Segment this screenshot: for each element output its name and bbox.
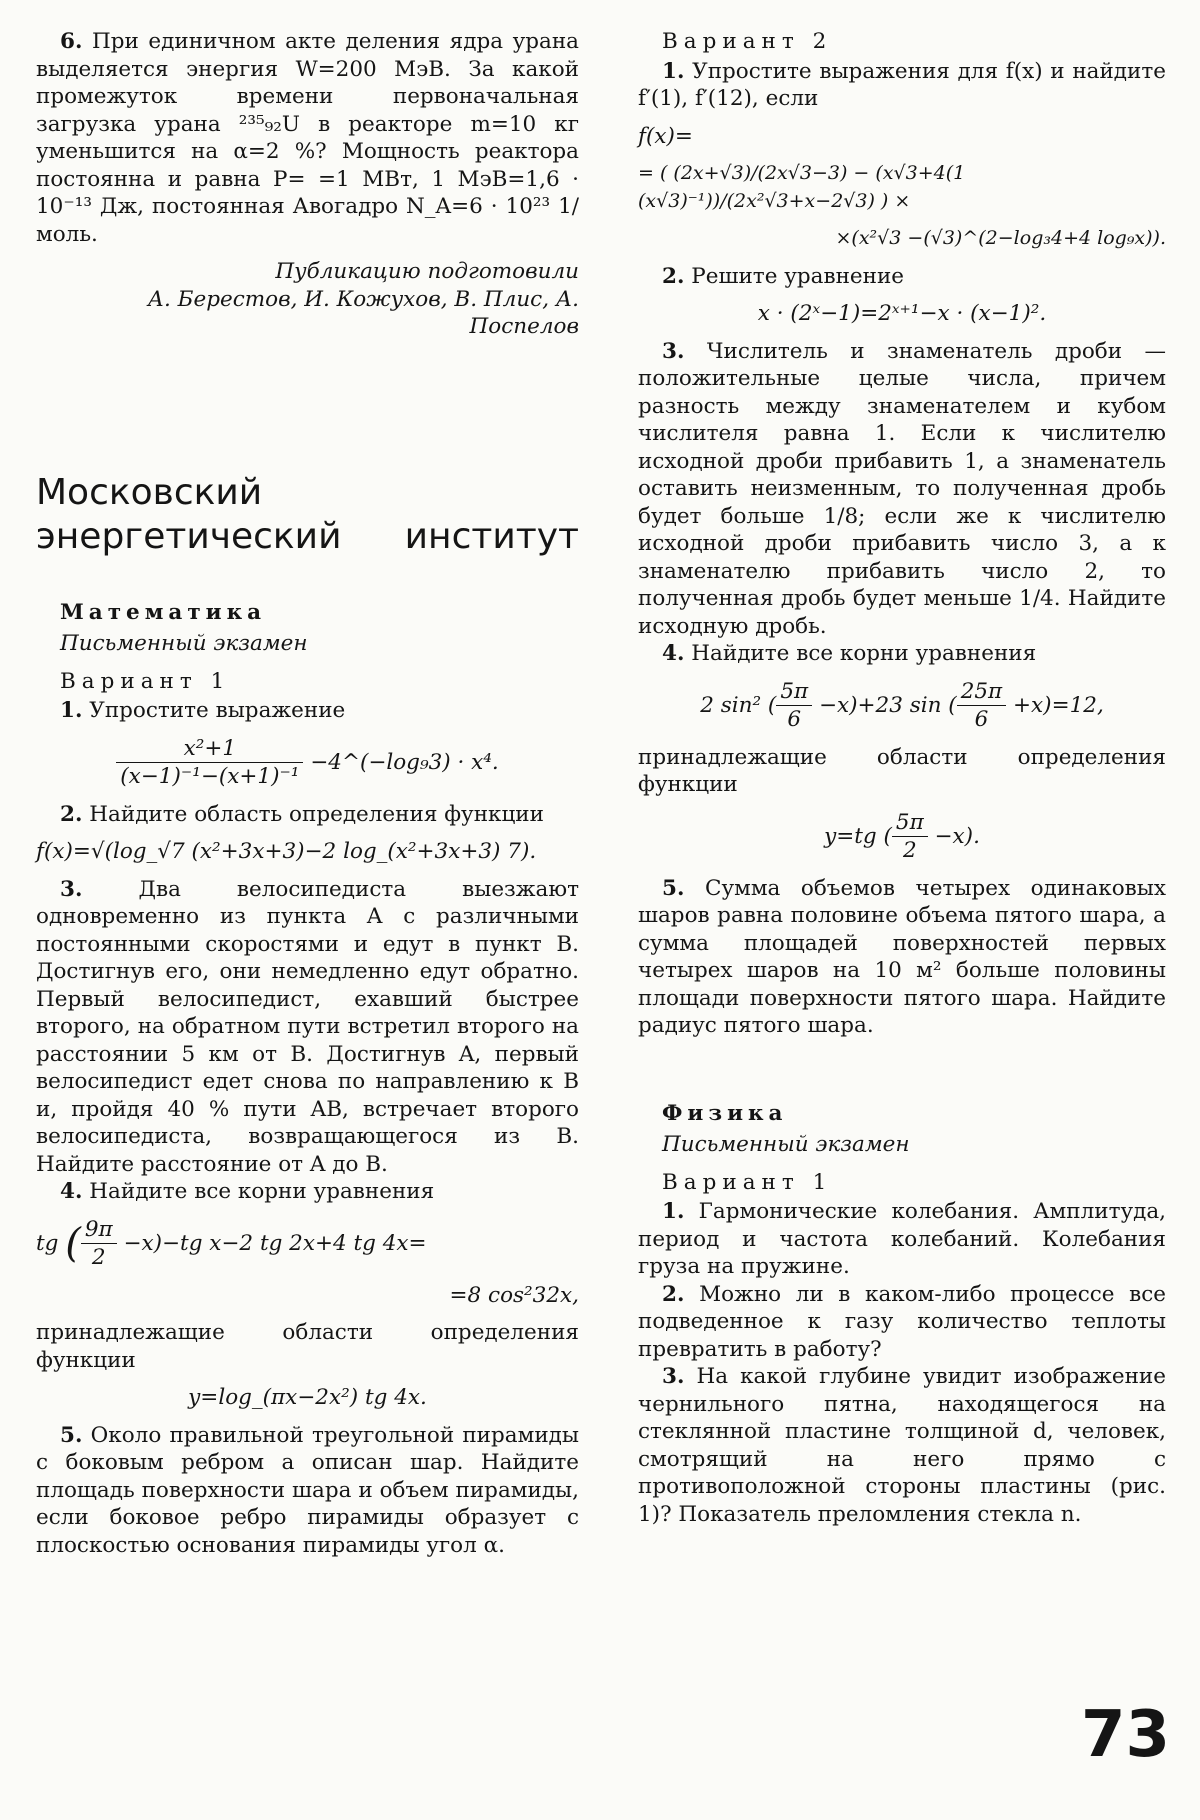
math-problem-2-text: Найдите область определения функции xyxy=(89,801,544,827)
formula-v2-4-y-prefix: y=tg ( xyxy=(824,823,892,849)
formula-v2-4-y-suffix: −x). xyxy=(927,823,980,849)
v2-problem-5-text: Сумма объемов четырех одинаковых шаров равна половине объема пятого шара, а сумма площадей поверхностей первых четырех шаров на 10 м² больше половины площади поверхности пятого шара. Найдите радиус пятого шара. xyxy=(638,875,1166,1038)
math-problem-4-text: Найдите все корни уравнения xyxy=(89,1179,435,1204)
v2-problem-1-number: 1. xyxy=(662,58,685,84)
math-problem-4-continuation: принадлежащие области определения функции xyxy=(36,1320,579,1373)
math-problem-2 xyxy=(36,801,579,829)
physics-problem-1-number: 1. xyxy=(662,1199,685,1224)
v2-problem-4-continuation: принадлежащие области определения функции xyxy=(638,744,1166,797)
formula-1-denominator: (x−1)⁻¹−(x+1)⁻¹ xyxy=(120,764,300,789)
math-problem-1-text: Упростите выражение xyxy=(89,698,346,723)
math-problem-3-text: Два велосипедиста выезжают одновременно из пункта A с различными постоянными скоростями и едут в пункт B. Достигнув его, они немедленно едут обратно. Первый велосипедист, ехавший быстрее второго, на обратном пути встретил второго на расстоянии 5 км от B. Достигнув A, первый велосипедист едет снова по направлению к B и, пройдя 40 % пути AB, встречает второго велосипедиста, возвращающегося из B. Найдите расстояние от A до B. xyxy=(36,876,579,1177)
v2-problem-1-text: Упростите выражения для f(x) и найдите f′(1), f′(12), если xyxy=(638,58,1166,111)
formula-v2-4-fraction-2 xyxy=(957,678,1007,734)
formula-fx-line1: = ( (2x+√3)/(2x√3−3) − (x√3+4(1 (x√3)⁻¹))/(2x²√3+x−2√3) ) × xyxy=(638,162,966,212)
math-problem-2-number: 2. xyxy=(60,801,83,827)
math-problem-3-number: 3. xyxy=(60,876,83,902)
institute-title-line2 xyxy=(36,515,579,559)
formula-v2-4-num-1: 5π xyxy=(776,678,812,707)
left-column xyxy=(36,28,579,1559)
institute-title-line1: Московский xyxy=(36,471,263,513)
physics-problem-1-text: Гармонические колебания. Амплитуда, период и частота колебаний. Колебания груза на пружине. xyxy=(638,1199,1166,1279)
variant-heading-physics-1: Вариант 1 xyxy=(662,1169,833,1195)
math-problem-5-text: Около правильной треугольной пирамиды с боковым ребром a описан шар. Найдите площадь поверхности шара и объем пирамиды, если боковое ребро пирамиды образует с плоскостью основания пирамиды угол α. xyxy=(36,1422,579,1558)
formula-v2-4-y-fraction xyxy=(892,809,928,865)
physics-problem-1 xyxy=(638,1198,1166,1281)
physics-problem-2 xyxy=(638,1281,1166,1364)
formula-4a-paren: ( xyxy=(65,1219,81,1266)
formula-v2-4-den-2: 6 xyxy=(974,707,989,732)
formula-fx-line2: ×(x²√3 −(√3)^(2−log₃4+4 log₉x)). xyxy=(835,227,1166,249)
subject-heading-math: Математика xyxy=(60,599,267,625)
formula-v2-4-part-a: 2 sin² ( xyxy=(700,692,777,718)
math-problem-4-number: 4. xyxy=(60,1179,83,1204)
formula-v2-4-y xyxy=(638,809,1166,865)
physics-problem-3 xyxy=(638,1363,1166,1528)
credit-names: А. Берестов, И. Кожухов, В. Плис, А. Поспелов xyxy=(147,286,579,339)
institute-word-energy: энергетический xyxy=(36,515,342,557)
math-problem-1-number: 1. xyxy=(60,698,83,723)
math-problem-1 xyxy=(36,697,579,725)
math-problem-3 xyxy=(36,876,579,1179)
v2-problem-5-number: 5. xyxy=(662,875,685,901)
formula-v2-4-num-2: 25π xyxy=(957,678,1007,707)
v2-problem-3-text: Числитель и знаменатель дроби — положительные целые числа, причем разность между знаменателем и кубом числителя равна 1. Если к числителю исходной дроби прибавить 1, а знаменатель оставить неизменным, то полученная дробь будет больше 1/8; если же к числителю исходной дроби прибавить число 3, а к знаменателю прибавить число 2, то полученная дробь будет меньше 1/4. Найдите исходную дробь. xyxy=(638,338,1166,639)
math-problem-4 xyxy=(36,1178,579,1206)
formula-v2-2: x · (2ˣ−1)=2ˣ⁺¹−x · (x−1)². xyxy=(757,301,1047,326)
formula-4a-suffix: −x)−tg x−2 tg 2x+4 tg 4x= xyxy=(116,1230,427,1256)
v2-problem-3-number: 3. xyxy=(662,338,685,364)
physics-problem-3-text: На какой глубине увидит изображение чернильного пятна, находящегося на стеклянной пластине толщиной d, человек, смотрящий на него прямо с противоположной стороны пластины (рис. 1)? Показатель преломления стекла n. xyxy=(638,1364,1166,1527)
formula-1-fraction xyxy=(116,735,303,791)
formula-v2-4-fraction-1 xyxy=(776,678,812,734)
formula-v2-4-y-num: 5π xyxy=(892,809,928,838)
credit-intro: Публикацию подготовили xyxy=(275,259,579,284)
formula-4c: y=log_(πx−2x²) tg 4x. xyxy=(188,1385,427,1410)
v2-problem-4 xyxy=(638,640,1166,668)
v2-problem-5 xyxy=(638,875,1166,1040)
formula-v2-4-y-den: 2 xyxy=(902,838,917,863)
v2-problem-2-text: Решите уравнение xyxy=(691,263,905,289)
subject-heading-physics: Физика xyxy=(662,1100,788,1126)
right-column xyxy=(638,28,1166,1528)
v2-problem-4-text: Найдите все корни уравнения xyxy=(691,641,1037,666)
page-number: 73 xyxy=(1080,1698,1170,1772)
physics-problem-2-text: Можно ли в каком-либо процессе все подведенное к газу количество теплоты превратить в работу? xyxy=(638,1281,1166,1362)
exam-heading-physics: Письменный экзамен xyxy=(662,1132,910,1157)
v2-problem-3 xyxy=(638,338,1166,641)
formula-1-tail: −4^(−log₉3) · x⁴. xyxy=(303,749,499,775)
problem-6-text: При единичном акте деления ядра урана выделяется энергия W=200 МэВ. За какой промежуток времени первоначальная загрузка урана ²³⁵₉₂U в реакторе m=10 кг уменьшится на α=2 %? Мощность реактора постоянна и равна P= =1 МВт, 1 МэВ=1,6 · 10⁻¹³ Дж, постоянная Авогадро N_A=6 · 10²³ 1/моль. xyxy=(36,29,579,247)
problem-6-number: 6. xyxy=(60,29,83,54)
formula-4b: =8 cos²32x, xyxy=(449,1282,579,1308)
formula-v2-4-den-1: 6 xyxy=(787,707,802,732)
physics-problem-3-number: 3. xyxy=(662,1364,685,1389)
physics-problem-2-number: 2. xyxy=(662,1281,685,1307)
formula-v2-4-part-c: +x)=12, xyxy=(1006,692,1104,718)
formula-4a-denominator: 2 xyxy=(91,1245,106,1270)
formula-2: f(x)=√(log_√7 (x²+3x+3)−2 log_(x²+3x+3) 7). xyxy=(36,839,537,864)
variant-heading-math-2: Вариант 2 xyxy=(662,29,833,54)
formula-v2-4 xyxy=(638,678,1166,734)
formula-4a xyxy=(36,1216,579,1272)
problem-6 xyxy=(36,28,579,248)
formula-v2-4-part-b: −x)+23 sin ( xyxy=(812,692,957,718)
v2-problem-1 xyxy=(638,58,1166,113)
v2-problem-4-number: 4. xyxy=(662,641,685,666)
math-problem-5-number: 5. xyxy=(60,1422,83,1448)
formula-4a-fraction xyxy=(81,1216,117,1272)
v2-problem-2-number: 2. xyxy=(662,263,685,289)
exam-heading-math: Письменный экзамен xyxy=(60,631,308,656)
formula-4a-prefix: tg xyxy=(36,1230,66,1256)
institute-word-institute: институт xyxy=(404,515,579,557)
formula-4a-numerator: 9π xyxy=(81,1216,117,1245)
formula-fx-label: f(x)= xyxy=(638,123,693,149)
variant-heading-math-1: Вариант 1 xyxy=(60,668,231,694)
formula-1 xyxy=(36,735,579,791)
formula-1-numerator: x²+1 xyxy=(116,735,303,764)
v2-problem-2 xyxy=(638,263,1166,291)
math-problem-5 xyxy=(36,1422,579,1560)
